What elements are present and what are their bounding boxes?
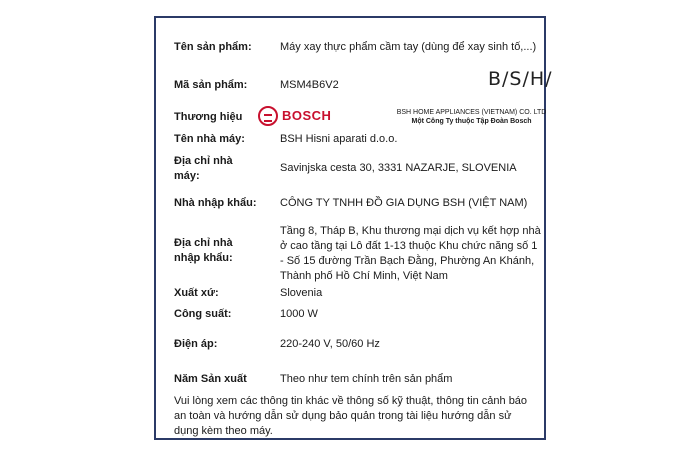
note-text: Vui lòng xem các thông tin khác về thông số kỹ thuật, thông tin cảnh báo an toàn và hướng dẫn sử dụng bảo quản trong tài liệu hướng dẫn sử dụng kèm theo máy. bbox=[174, 395, 528, 437]
bsh-logo: B/S/H/ bbox=[488, 68, 553, 90]
value-factory-name: BSH Hisni aparati d.o.o. bbox=[280, 133, 398, 145]
product-label-content bbox=[174, 18, 553, 438]
label-voltage: Điện áp: bbox=[174, 338, 218, 350]
value-origin: Slovenia bbox=[280, 287, 323, 299]
product-label-frame bbox=[154, 16, 553, 440]
label-origin: Xuất xứ: bbox=[174, 287, 219, 299]
value-product-code: MSM4B6V2 bbox=[280, 79, 339, 91]
label-product-code: Mã sản phẩm: bbox=[174, 79, 248, 91]
value-voltage: 220-240 V, 50/60 Hz bbox=[280, 338, 380, 350]
value-manufacture-year: Theo như tem chính trên sản phẩm bbox=[280, 373, 453, 385]
label-manufacture-year: Năm Sản xuất bbox=[174, 373, 247, 385]
label-product-name: Tên sản phẩm: bbox=[174, 41, 252, 53]
label-brand: Thương hiệu bbox=[174, 111, 243, 123]
label-power: Công suất: bbox=[174, 308, 232, 320]
label-importer-address: Địa chỉ nhà nhập khẩu: bbox=[174, 237, 233, 264]
brand-name: BOSCH bbox=[282, 108, 332, 123]
label-factory-address: Địa chỉ nhà máy: bbox=[174, 155, 233, 182]
value-importer-address: Tầng 8, Tháp B, Khu thương mại dịch vụ kết hợp nhà ở cao tầng tại Lô đất 1-13 thuộc Khu chức năng số 1 - Số 15 đường Trần Bạch Đằng, Phường An Khánh, Thành phố Hồ Chí Minh, Việt Nam bbox=[280, 225, 541, 282]
company-info bbox=[395, 108, 548, 126]
value-product-name: Máy xay thực phẩm cầm tay (dùng để xay sinh tố,...) bbox=[280, 41, 537, 53]
label-factory-name: Tên nhà máy: bbox=[174, 133, 245, 145]
bosch-armature-icon bbox=[258, 106, 278, 126]
label-importer: Nhà nhập khẩu: bbox=[174, 197, 257, 209]
company-line-1: BSH HOME APPLIANCES (VIETNAM) CO. LTD bbox=[396, 109, 547, 116]
value-power: 1000 W bbox=[280, 308, 318, 320]
company-line-2: Một Công Ty thuộc Tập Đoàn Bosch bbox=[411, 118, 532, 125]
brand-row bbox=[258, 104, 548, 130]
value-factory-address: Savinjska cesta 30, 3331 NAZARJE, SLOVENIA bbox=[280, 162, 517, 174]
value-importer: CÔNG TY TNHH ĐỒ GIA DỤNG BSH (VIỆT NAM) bbox=[280, 197, 528, 209]
